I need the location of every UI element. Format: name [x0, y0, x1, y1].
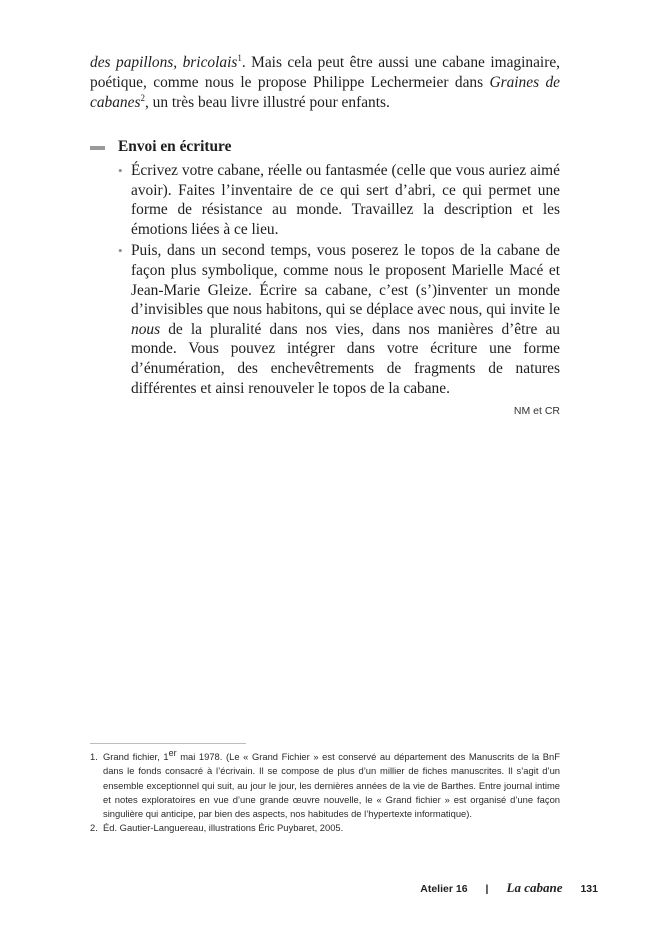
author-signature: NM et CR [513, 405, 560, 417]
bullet-text: Écrivez votre cabane, réelle ou fantasmée (celle que vous auriez aimé avoir). Faites l’inventaire de ce qui sert d’abri, ce qui permet une forme de résistance au monde. Travaillez la description et les émotions liées à ce lieu. [131, 162, 560, 238]
footnote-text: Éd. Gautier-Languereau, illustrations Éric Puybaret, 2005. [103, 822, 344, 834]
footnotes [90, 747, 560, 836]
bullet-icon: • [118, 163, 123, 178]
footnote-number: 2. [90, 822, 98, 834]
bullet-text-end: de la pluralité dans nos vies, dans nos manières d’être au monde. Vous pouvez intégrer dans votre écriture une forme d’énumération, des enchevêtrements de fragments de natures différentes et ainsi renouveler le topos de la cabane. [131, 320, 560, 397]
footnote-text-end: mai 1978. (Le « Grand Fichier » est conservé au département des Manuscrits de la BnF dans le fonds consacré à l’écrivain. Il se compose de plus d’un millier de fiches manuscrites. Il s’agit d’un ensemble exceptionnel qui suit, au jour le jour, les dernières années de la vie de Barthes. Entre journal intime et notes exploratoires en vue d’une grande œuvre nouvelle, le « Grand fichier » est organisé d’une façon singulière qui anticipe, par bien des aspects, nos habitudes de l’hypertexte informatique). [103, 751, 560, 820]
page-number: 131 [580, 883, 598, 895]
section-title: Envoi en écriture [118, 138, 232, 155]
section-heading [90, 138, 231, 156]
list-item [117, 241, 560, 398]
bullet-icon: • [118, 243, 123, 259]
footer-section: Atelier 16 [420, 883, 468, 895]
list-item [117, 161, 560, 239]
bullet-text: Puis, dans un second temps, vous poserez le topos de la cabane de façon plus symbolique, comme nous le proposent Marielle Macé et Jean-Marie Gleize. Écrire sa cabane, c’est (s’)inventer un monde d’invisibles que nous habitons, qui se déplace avec nous, qui invite le [131, 242, 560, 319]
intro-text-end: , un très beau livre illustré pour enfants. [144, 94, 390, 111]
footnote-ref-1: 1 [237, 52, 242, 63]
footnote-text: Grand fichier, 1 [103, 751, 169, 762]
footnote-item [90, 747, 560, 821]
footnote-ref-2: 2 [140, 92, 145, 103]
running-footer [420, 880, 598, 896]
exercise-list [117, 161, 560, 400]
book-title: Graines de cabanes [90, 74, 560, 111]
footnote-number: 1. [90, 751, 98, 762]
emphasis-word: nous [131, 320, 161, 338]
intro-paragraph [90, 53, 560, 113]
footer-separator: | [485, 883, 489, 895]
heading-dash-icon [90, 146, 105, 150]
intro-text: . Mais cela peut être aussi une cabane imaginaire, poétique, comme nous le propose Philippe Lechermeier dans [90, 54, 560, 91]
intro-italic-phrase: des papillons, bricolais [90, 54, 238, 71]
footer-chapter-title: La cabane [506, 880, 563, 895]
footnote-superscript: er [168, 747, 177, 758]
footnote-item [90, 821, 560, 835]
footnote-divider [90, 743, 246, 744]
